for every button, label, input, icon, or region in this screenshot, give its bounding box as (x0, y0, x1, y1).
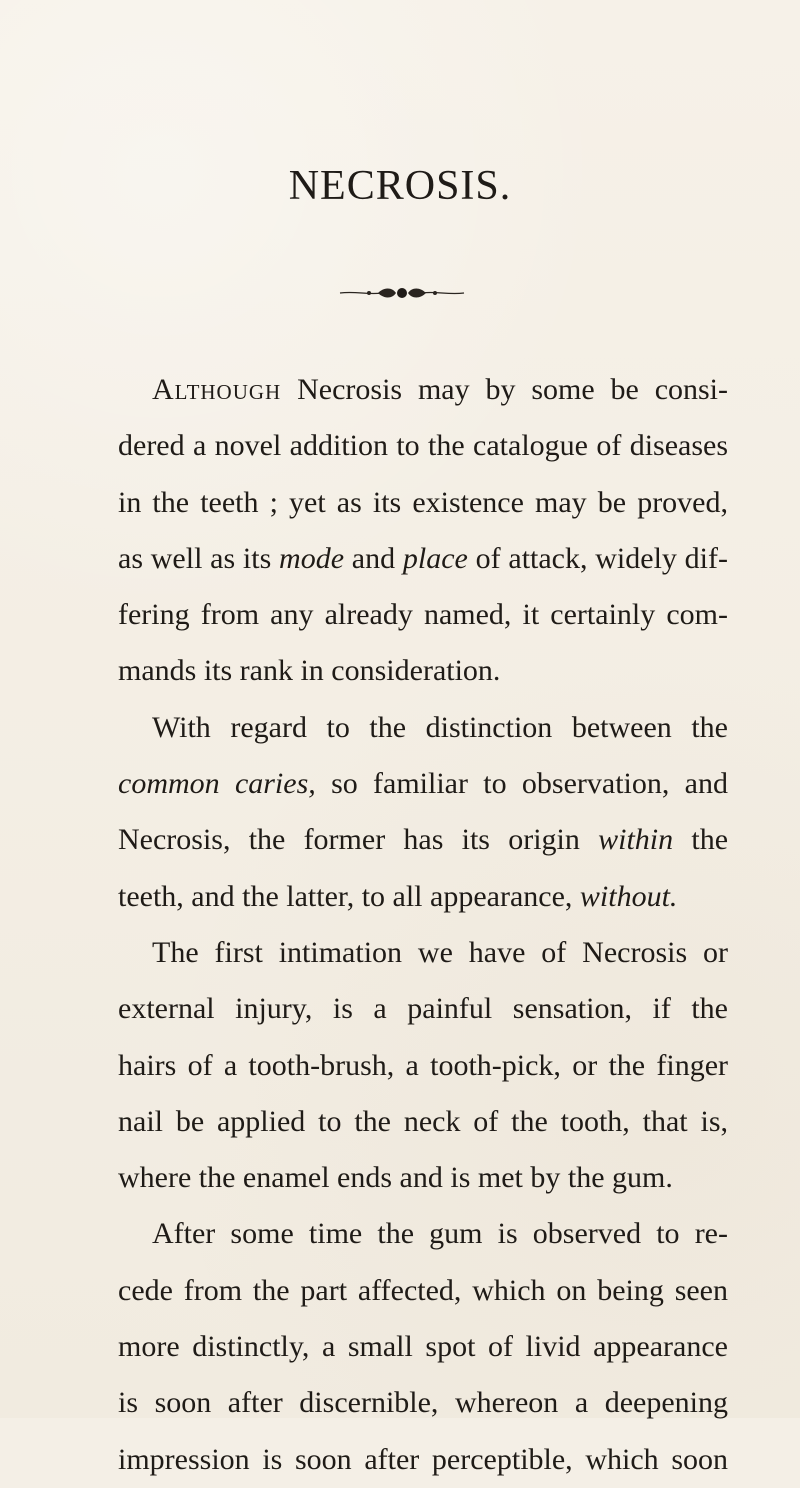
text-fragment: so familiar to observation, and (331, 767, 728, 801)
text-line: fering from any already named, it certainly com- (118, 598, 728, 632)
text-line: cede from the part affected, which on being seen (118, 1273, 728, 1307)
lead-word: Although (152, 373, 282, 406)
italic-word-place: place (402, 541, 468, 575)
text-line: With regard to the distinction between the (152, 710, 728, 744)
page-heading: NECROSIS. (288, 163, 512, 209)
italic-word-within: within (598, 823, 674, 857)
text-line: is soon after discernible, whereon a deepening (118, 1386, 728, 1420)
text-line (118, 869, 728, 925)
italic-word-mode: mode (279, 541, 345, 575)
text-line: The first intimation we have of Necrosis or (152, 935, 728, 969)
text-fragment: Necrosis, the former has its origin (118, 823, 580, 857)
text-line: external injury, is a painful sensation, if the (118, 992, 728, 1026)
text-line (118, 756, 728, 812)
paragraph-1 (118, 362, 728, 700)
text-line: hairs of a tooth-brush, a tooth-pick, or the finger (118, 1048, 728, 1082)
text-fragment: teeth, and the latter, to all appearance, (118, 879, 573, 913)
paragraph-3 (118, 925, 728, 1206)
text-line: dered a novel addition to the catalogue of diseases (118, 429, 728, 463)
paragraph-4 (118, 1206, 728, 1487)
paragraph-2 (118, 700, 728, 925)
text-line: in the teeth ; yet as its existence may be proved, (118, 485, 728, 519)
text-line: mands its rank in consideration. (118, 654, 501, 688)
text-fragment: as well as its (118, 541, 272, 575)
italic-word-without: without. (579, 879, 678, 913)
text-line (118, 812, 728, 868)
text-line (118, 362, 728, 418)
text-line (118, 531, 728, 587)
text-line: After some time the gum is observed to re- (152, 1217, 728, 1251)
italic-phrase-common-caries: common caries, (118, 767, 316, 801)
text-fragment: the (691, 823, 729, 857)
text-line: more distinctly, a small spot of livid appearance (118, 1330, 728, 1364)
text-line: nail be applied to the neck of the tooth, that is, (118, 1104, 728, 1138)
text-fragment: of attack, widely dif- (475, 541, 728, 575)
text-line: impression is soon after perceptible, which soon (118, 1442, 728, 1476)
text-fragment: and (351, 541, 396, 575)
text-fragment: Necrosis may by some be consi- (297, 373, 729, 406)
text-line: where the enamel ends and is met by the gum. (118, 1161, 673, 1195)
body-text (118, 362, 728, 1488)
fleuron-ornament-icon (338, 285, 466, 301)
